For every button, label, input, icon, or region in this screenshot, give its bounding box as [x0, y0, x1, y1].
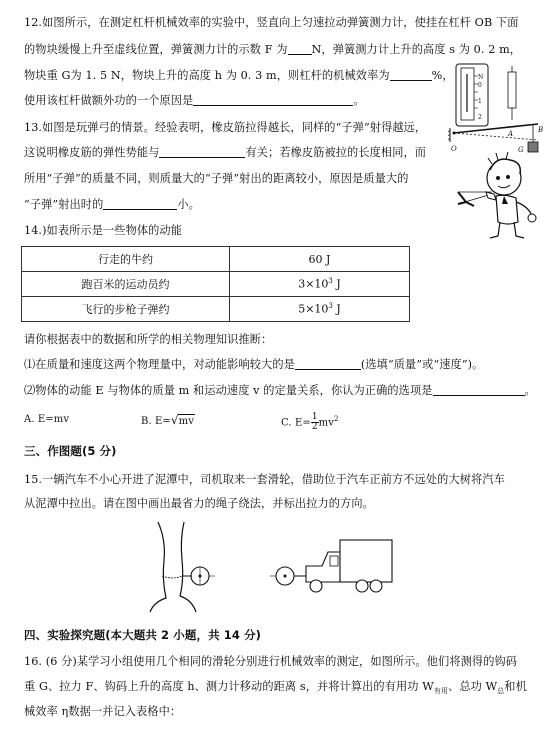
value-mantissa: 5×10 — [298, 302, 329, 316]
table-cell-item: 行走的牛约 — [22, 247, 230, 272]
value-mantissa: 3×10 — [298, 277, 329, 291]
option-b-prefix: B. E= — [141, 416, 171, 427]
option-b-radicand: mv — [178, 416, 194, 427]
q12-line-1: 12.如图所示，在测定杠杆机械效率的实验中，竖直向上匀速拉动弹簧测力计，使挂在杠杆 OB 下面 — [24, 16, 519, 29]
q12-blank-force[interactable] — [288, 43, 312, 55]
q14-option-c[interactable] — [281, 406, 339, 436]
option-c-fraction — [311, 413, 319, 432]
section-3-heading: 三、作图题(5 分) — [24, 444, 117, 458]
kinetic-energy-table — [21, 246, 410, 322]
q15-line-1: 15.一辆汽车不小心开进了泥潭中，司机取来一套滑轮，借助位于汽车正前方不远处的大树将汽车 — [24, 473, 505, 486]
q12-line-3a: 物块重 G为 1. 5 N，物块上升的高度 h 为 0. 3 m，则杠杆的机械效率为 — [24, 69, 390, 82]
q13-line-2b: 有关；若橡皮筋被拉的长度相同，而 — [245, 146, 427, 159]
slingshot-boy-figure — [452, 150, 542, 240]
q12-line-4 — [24, 94, 365, 108]
label-o: O — [451, 145, 457, 153]
truck-icon — [306, 540, 392, 592]
q12-line-2b: N，弹簧测力计上升的高度 s 为 0. 2 m， — [311, 43, 522, 56]
q13-line-1: 13.如图是玩弹弓的情景。经验表明，橡皮筋拉得越长，同样的“子弹”射得越远， — [24, 121, 427, 134]
fraction-denominator: 2 — [311, 422, 318, 433]
subscript-total: 总 — [497, 687, 505, 696]
table-cell-item: 飞行的步枪子弹约 — [22, 297, 230, 322]
scale-tick-2: 2 — [478, 114, 482, 121]
option-c-prefix: C. E= — [281, 417, 311, 429]
q15-line-2: 从泥潭中拉出。请在图中画出最省力的绳子绕法，并标出拉力的方向。 — [24, 497, 374, 510]
q16-line-2-mid: 、总功 W — [448, 680, 498, 693]
q14-option-a[interactable]: A. E=mv — [24, 414, 70, 425]
option-c-exponent: 2 — [334, 415, 339, 423]
q16-line-2-text: 重 G、拉力 F、钩码上升的高度 h、测力计移动的距离 s，并将计算出的有用功 W — [24, 680, 434, 693]
q14-sub-1 — [24, 358, 483, 372]
q12-line-4a: 使用该杠杆做额外功的一个原因是 — [24, 94, 194, 107]
q13-line-4 — [24, 198, 200, 212]
q16-line-2 — [24, 680, 527, 698]
lever-figure — [448, 62, 548, 154]
value-exponent: 3 — [328, 302, 333, 311]
table-row — [22, 297, 410, 322]
q12-line-4b: 。 — [353, 94, 365, 107]
q14-option-b[interactable]: B. E=√mv — [141, 413, 194, 427]
q12-line-3 — [24, 69, 454, 83]
q14-blank-factor[interactable] — [295, 358, 361, 370]
q14-sub-1b: (选填“质量”或“速度”)。 — [360, 358, 484, 371]
q13-line-4a: “子弹”射出时的 — [24, 198, 104, 211]
value-unit: J — [332, 277, 341, 291]
value-unit: J — [332, 302, 341, 316]
option-c-mv: mv — [318, 417, 335, 429]
scale-tick-1: 1 — [478, 98, 482, 105]
q12-blank-reason[interactable] — [193, 94, 353, 106]
q13-line-2 — [24, 146, 426, 160]
q16-line-2-end: 和机 — [504, 680, 527, 693]
fraction-numerator: 1 — [311, 412, 318, 423]
label-b: B — [538, 126, 544, 134]
q14-sub-2 — [24, 384, 536, 398]
section-4-heading: 四、实验探究题(本大题共 2 小题，共 14 分) — [24, 628, 262, 642]
q12-line-2 — [24, 43, 521, 57]
scale-tick-0: 0 — [478, 82, 482, 89]
q13-line-2a: 这说明橡皮筋的弹性势能与 — [24, 146, 160, 159]
label-a: A — [508, 130, 514, 138]
q12-line-3b: %， — [431, 69, 454, 82]
table-row — [22, 272, 410, 297]
q14-sub-2a: ⑵物体的动能 E 与物体的质量 m 和运动速度 v 的定量关系，你认为正确的选项是 — [24, 384, 433, 397]
tree-pulley-truck-figure — [140, 520, 400, 620]
q12-blank-efficiency[interactable] — [390, 69, 432, 81]
q13-blank-quantity[interactable] — [103, 198, 177, 210]
q13-blank-factor[interactable] — [159, 146, 245, 158]
q14-sub-2b: 。 — [524, 384, 536, 397]
scale-unit-label: N — [478, 74, 484, 81]
subscript-useful: 有用 — [433, 687, 449, 696]
q13-line-4b: 小。 — [177, 198, 200, 211]
tree-trunk-icon — [150, 522, 196, 612]
table-cell-value — [230, 297, 410, 322]
q14-blank-option[interactable] — [433, 384, 525, 396]
label-g: G — [518, 146, 524, 154]
q12-line-2a: 的物块缓慢上升至虚线位置，弹簧测力计的示数 F 为 — [24, 43, 288, 56]
value-exponent: 3 — [328, 277, 333, 286]
table-cell-item: 跑百米的运动员约 — [22, 272, 230, 297]
table-cell-value — [230, 272, 410, 297]
q14-sub-1a: ⑴在质量和速度这两个物理量中，对动能影响较大的是 — [24, 358, 295, 371]
q16-line-1: 16. (6 分)某学习小组使用几个相同的滑轮分别进行机械效率的测定，如图所示。他们将测得的钩码 — [24, 655, 518, 668]
q13-line-3: 所用“子弹”的质量不同，则质量大的“子弹”射出的距离较小，原因是质量大的 — [24, 172, 409, 185]
q16-line-3: 械效率 η数据一并记入表格中： — [24, 705, 182, 718]
q14-prompt: 请你根据表中的数据和所学的相关物理知识推断： — [24, 333, 273, 346]
q14-title: 14.)如表所示是一些物体的动能 — [24, 224, 183, 237]
table-row — [22, 247, 410, 272]
table-cell-value: 60 J — [230, 247, 410, 272]
